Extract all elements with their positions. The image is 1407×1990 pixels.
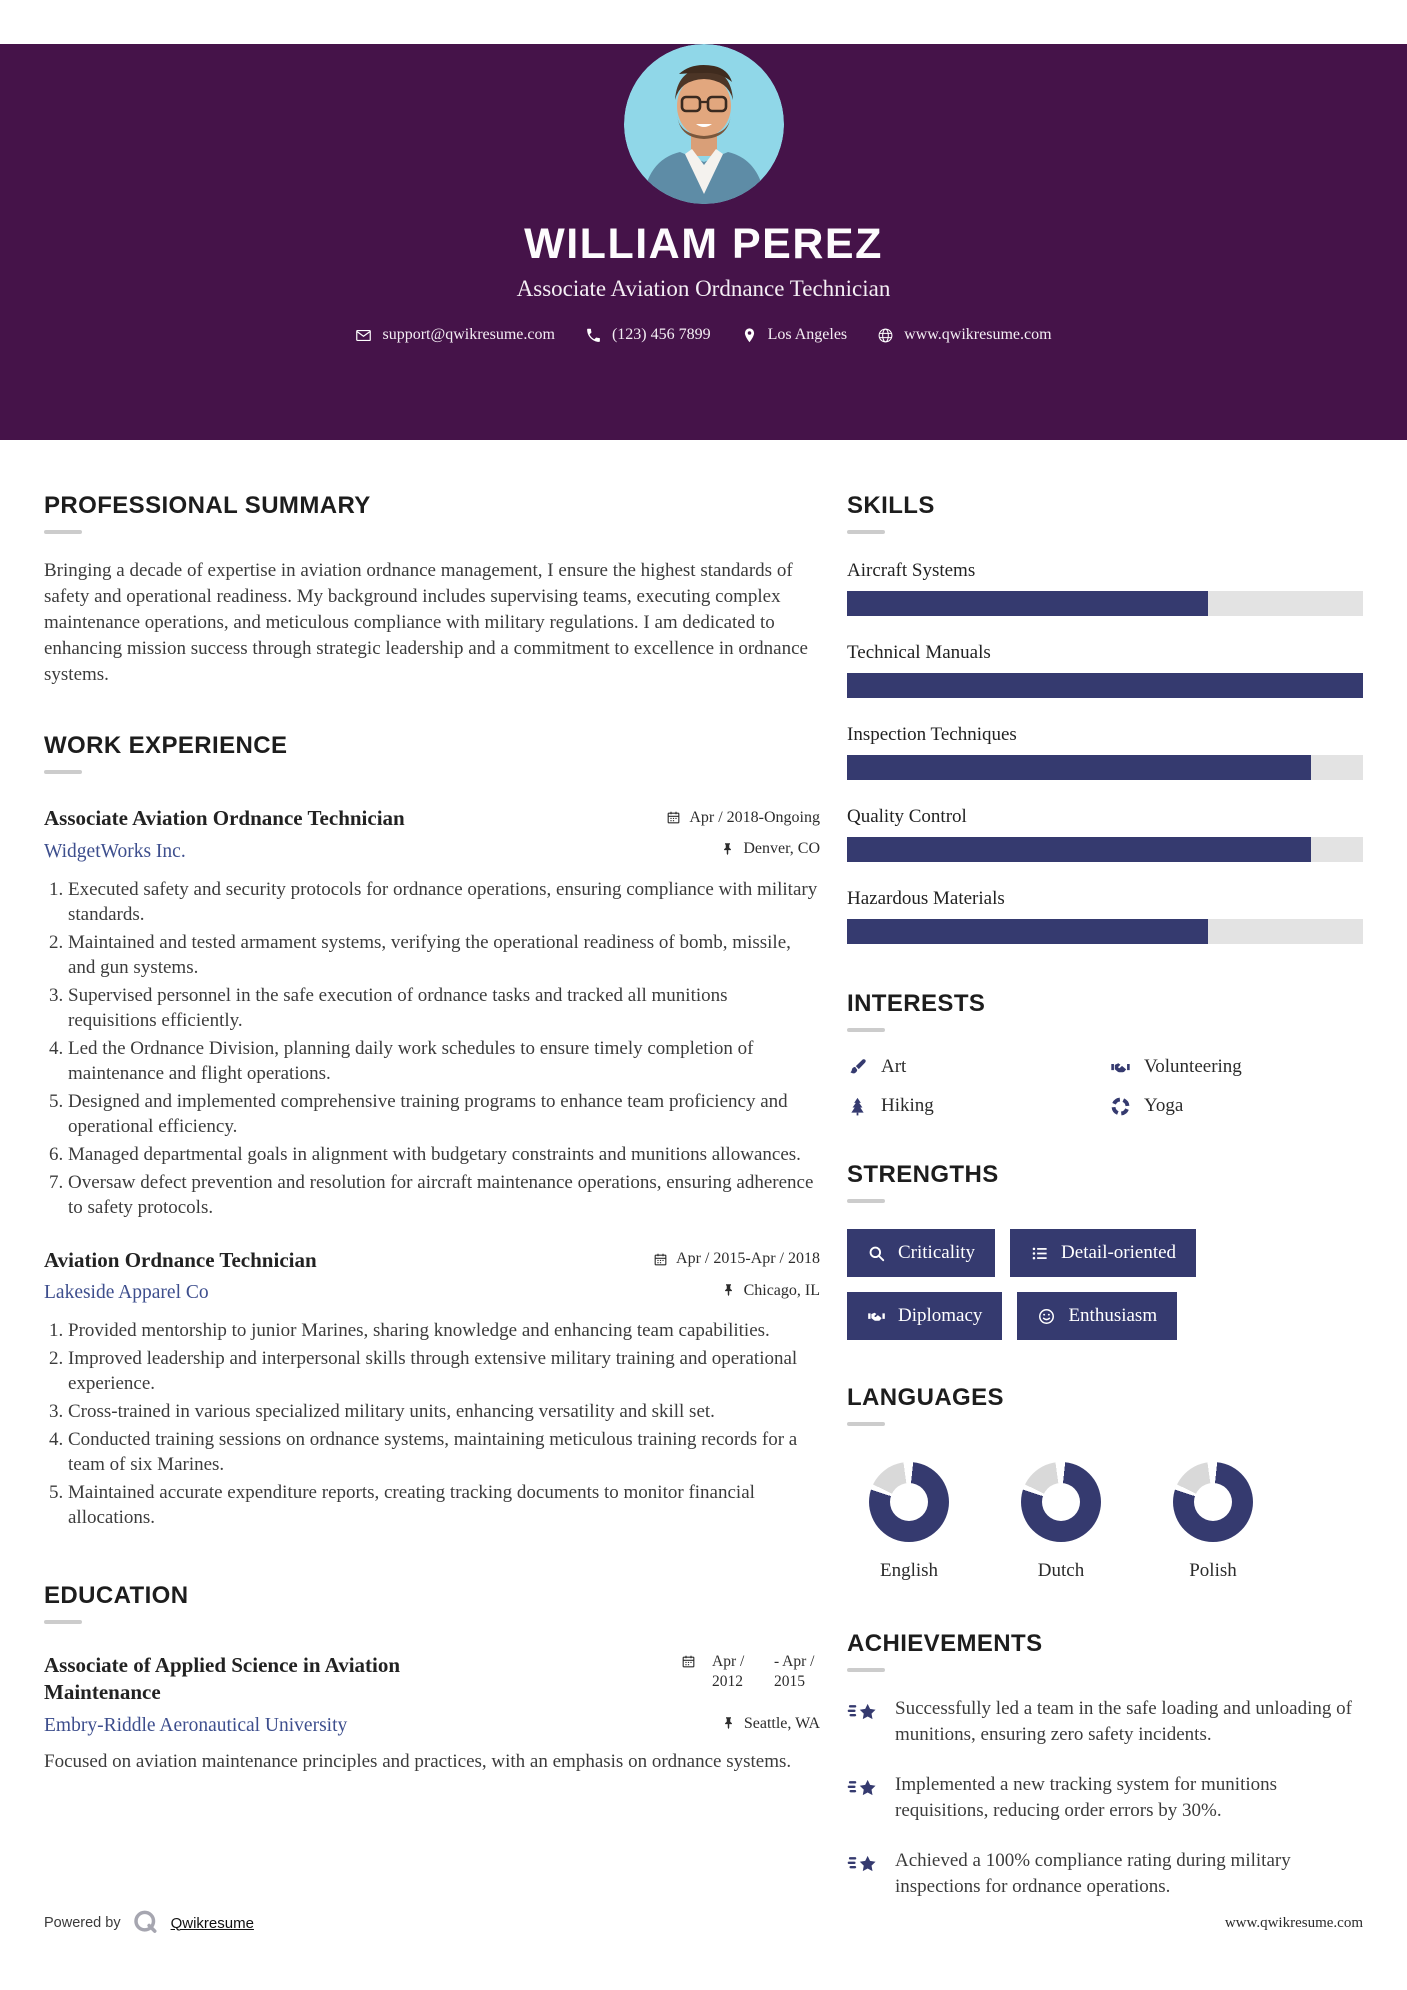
strength-criticality[interactable]: Criticality — [847, 1229, 995, 1277]
heading-rule — [847, 1199, 885, 1203]
powered-by-label: Powered by — [44, 1915, 121, 1931]
school-link[interactable]: Embry-Riddle Aeronautical University — [44, 1715, 348, 1737]
job-bullets — [44, 1318, 820, 1530]
candidate-name: WILLIAM PEREZ — [524, 220, 883, 268]
skill-name: Technical Manuals — [847, 642, 991, 663]
degree-title: Associate of Applied Science in Aviation Maintenance — [44, 1653, 401, 1705]
skills-heading: SKILLS — [847, 492, 935, 519]
education-entry — [44, 1652, 820, 1707]
language-name: Polish — [1189, 1560, 1237, 1581]
email-text: support@qwikresume.com — [382, 326, 555, 343]
interests-heading: INTERESTS — [847, 990, 986, 1017]
job-dates: Apr / 2018-Ongoing — [666, 809, 820, 827]
contact-phone — [585, 326, 711, 344]
handshake-icon — [867, 1307, 886, 1326]
languages-row — [847, 1462, 1363, 1582]
bullet: 4. Conducted training sessions on ordnance systems, maintaining meticulous training records for a team of six Marines. — [68, 1427, 820, 1477]
pine-tree-icon — [847, 1096, 868, 1117]
education-location: Seattle, WA — [721, 1715, 820, 1733]
interest-volunteering: Volunteering — [1110, 1056, 1363, 1078]
qwikresume-logo-icon — [131, 1908, 161, 1938]
bullet: 5. Maintained accurate expenditure reports, creating tracking documents to monitor financial allocations. — [68, 1480, 820, 1530]
interest-art: Art — [847, 1056, 1100, 1078]
job-entry-2 — [44, 1248, 820, 1531]
heading-rule — [847, 530, 885, 534]
contact-email — [355, 326, 554, 344]
language-name: English — [879, 1560, 939, 1581]
heading-rule — [847, 1028, 885, 1032]
language-item — [1013, 1462, 1109, 1582]
skill-item — [847, 642, 1363, 698]
candidate-title: Associate Aviation Ordnance Technician — [516, 276, 891, 301]
heading-rule — [44, 1620, 82, 1624]
list-icon — [1030, 1244, 1049, 1263]
bullet: 5. Designed and implemented comprehensive training programs to enhance team proficiency and operational efficiency. — [68, 1089, 820, 1139]
strength-detail-oriented[interactable]: Detail-oriented — [1010, 1229, 1196, 1277]
heading-rule — [44, 770, 82, 774]
footer — [44, 1908, 1363, 1938]
education-date-end: - Apr / 2015 — [774, 1653, 815, 1691]
strengths-list — [847, 1229, 1327, 1340]
main-content — [0, 440, 1407, 1900]
pushpin-icon — [721, 1716, 736, 1731]
strength-enthusiasm[interactable]: Enthusiasm — [1017, 1292, 1177, 1340]
job-title: Aviation Ordnance Technician — [44, 1247, 317, 1272]
skill-bar-fill — [847, 837, 1311, 862]
skill-bar-fill — [847, 673, 1363, 698]
job-bullets — [44, 877, 820, 1220]
skill-name: Quality Control — [847, 806, 967, 827]
job-title: Associate Aviation Ordnance Technician — [44, 806, 405, 830]
paintbrush-icon — [847, 1057, 868, 1078]
summary-text: Bringing a decade of expertise in aviation ordnance management, I ensure the highest standards of safety and operational readiness. My background includes supervising teams, executing complex maintenance operations, and meticulous compliance with military regulations. I am dedicated to enhancing mission success through strategic leadership and a commitment to excellence in ordnance systems. — [44, 560, 808, 685]
language-item — [1165, 1462, 1261, 1582]
skill-name: Inspection Techniques — [847, 724, 1017, 745]
job-location: Chicago, IL — [721, 1282, 820, 1300]
right-column — [847, 492, 1363, 1900]
header-banner — [0, 44, 1407, 440]
skill-bar — [847, 591, 1363, 616]
strength-diplomacy[interactable]: Diplomacy — [847, 1292, 1002, 1340]
skill-bar — [847, 755, 1363, 780]
job-location: Denver, CO — [720, 840, 820, 858]
language-donut — [1021, 1462, 1101, 1542]
skill-item — [847, 806, 1363, 862]
skill-bar — [847, 837, 1363, 862]
education-date-start: Apr / 2012 — [712, 1653, 745, 1691]
bullet: 2. Improved leadership and interpersonal skills through extensive military training and operational experience. — [68, 1346, 820, 1396]
company-link[interactable]: Lakeside Apparel Co — [44, 1282, 209, 1303]
skill-bar — [847, 673, 1363, 698]
interest-yoga: Yoga — [1110, 1095, 1363, 1117]
strengths-heading: STRENGTHS — [847, 1161, 999, 1188]
interest-hiking: Hiking — [847, 1095, 1100, 1117]
skill-bar-fill — [847, 919, 1208, 944]
calendar-icon — [653, 1252, 668, 1267]
footer-website[interactable]: www.qwikresume.com — [1224, 1914, 1363, 1931]
skill-item — [847, 560, 1363, 616]
language-name: Dutch — [1037, 1560, 1085, 1581]
achievement-item: Implemented a new tracking system for munitions requisitions, reducing order errors by 30%. — [847, 1772, 1363, 1824]
education-dates — [681, 1652, 820, 1692]
smiley-icon — [1037, 1307, 1056, 1326]
profile-photo — [624, 44, 784, 204]
work-heading: WORK EXPERIENCE — [44, 732, 288, 759]
contact-website — [877, 326, 1051, 344]
pushpin-icon — [720, 842, 735, 857]
shooting-star-icon — [847, 1698, 881, 1728]
skill-name: Hazardous Materials — [847, 888, 1005, 909]
lifebuoy-icon — [1110, 1096, 1131, 1117]
envelope-icon — [355, 327, 372, 344]
skill-item — [847, 888, 1363, 944]
shooting-star-icon — [847, 1850, 881, 1880]
bullet: 4. Led the Ordnance Division, planning daily work schedules to ensure timely completion of maintenance and flight operations. — [68, 1036, 820, 1086]
shooting-star-icon — [847, 1774, 881, 1804]
qwikresume-link[interactable]: Qwikresume — [170, 1914, 254, 1932]
language-donut — [1173, 1462, 1253, 1542]
phone-icon — [585, 327, 602, 344]
location-text: Los Angeles — [767, 326, 848, 343]
summary-heading: PROFESSIONAL SUMMARY — [44, 492, 371, 519]
heading-rule — [44, 530, 82, 534]
map-pin-icon — [741, 327, 758, 344]
calendar-icon — [666, 810, 681, 825]
achievement-item: Successfully led a team in the safe loading and unloading of munitions, ensuring zero safety incidents. — [847, 1696, 1363, 1748]
bullet: 6. Managed departmental goals in alignment with budgetary constraints and munitions allowances. — [68, 1142, 820, 1167]
interests-grid — [847, 1056, 1363, 1117]
bullet: 7. Oversaw defect prevention and resolution for aircraft maintenance operations, ensuring adherence to safety protocols. — [68, 1170, 820, 1220]
left-column — [44, 492, 820, 1900]
education-heading: EDUCATION — [44, 1582, 189, 1609]
website-text: www.qwikresume.com — [904, 326, 1052, 343]
pushpin-icon — [721, 1283, 736, 1298]
language-donut — [869, 1462, 949, 1542]
achievement-item: Achieved a 100% compliance rating during military inspections for ordnance operations. — [847, 1848, 1363, 1900]
skill-name: Aircraft Systems — [847, 560, 976, 581]
calendar-icon — [681, 1654, 696, 1669]
phone-text: (123) 456 7899 — [611, 326, 711, 343]
languages-heading: LANGUAGES — [847, 1384, 1004, 1411]
job-dates: Apr / 2015-Apr / 2018 — [653, 1250, 820, 1268]
achievements-heading: ACHIEVEMENTS — [847, 1630, 1043, 1657]
skill-bar — [847, 919, 1363, 944]
bullet: 1. Executed safety and security protocols for ordnance operations, ensuring compliance with military standards. — [68, 877, 820, 927]
education-description: Focused on aviation maintenance principles and practices, with an emphasis on ordnance systems. — [44, 1751, 792, 1773]
skill-bar-fill — [847, 755, 1311, 780]
contact-location — [741, 326, 848, 344]
bullet: 2. Maintained and tested armament systems, verifying the operational readiness of bomb, missile, and gun systems. — [68, 930, 820, 980]
bullet: 1. Provided mentorship to junior Marines, sharing knowledge and enhancing team capabilities. — [68, 1318, 820, 1343]
contact-row — [0, 326, 1407, 344]
bullet: 3. Supervised personnel in the safe execution of ordnance tasks and tracked all munitions requisitions efficiently. — [68, 983, 820, 1033]
skill-item — [847, 724, 1363, 780]
bullet: 3. Cross-trained in various specialized military units, enhancing versatility and skill set. — [68, 1399, 820, 1424]
handshake-icon — [1110, 1057, 1131, 1078]
job-entry-1 — [44, 806, 820, 1220]
globe-icon — [877, 327, 894, 344]
language-item — [861, 1462, 957, 1582]
heading-rule — [847, 1668, 885, 1672]
skill-bar-fill — [847, 591, 1208, 616]
company-link[interactable]: WidgetWorks Inc. — [44, 840, 186, 862]
heading-rule — [847, 1422, 885, 1426]
magnifier-icon — [867, 1244, 886, 1263]
